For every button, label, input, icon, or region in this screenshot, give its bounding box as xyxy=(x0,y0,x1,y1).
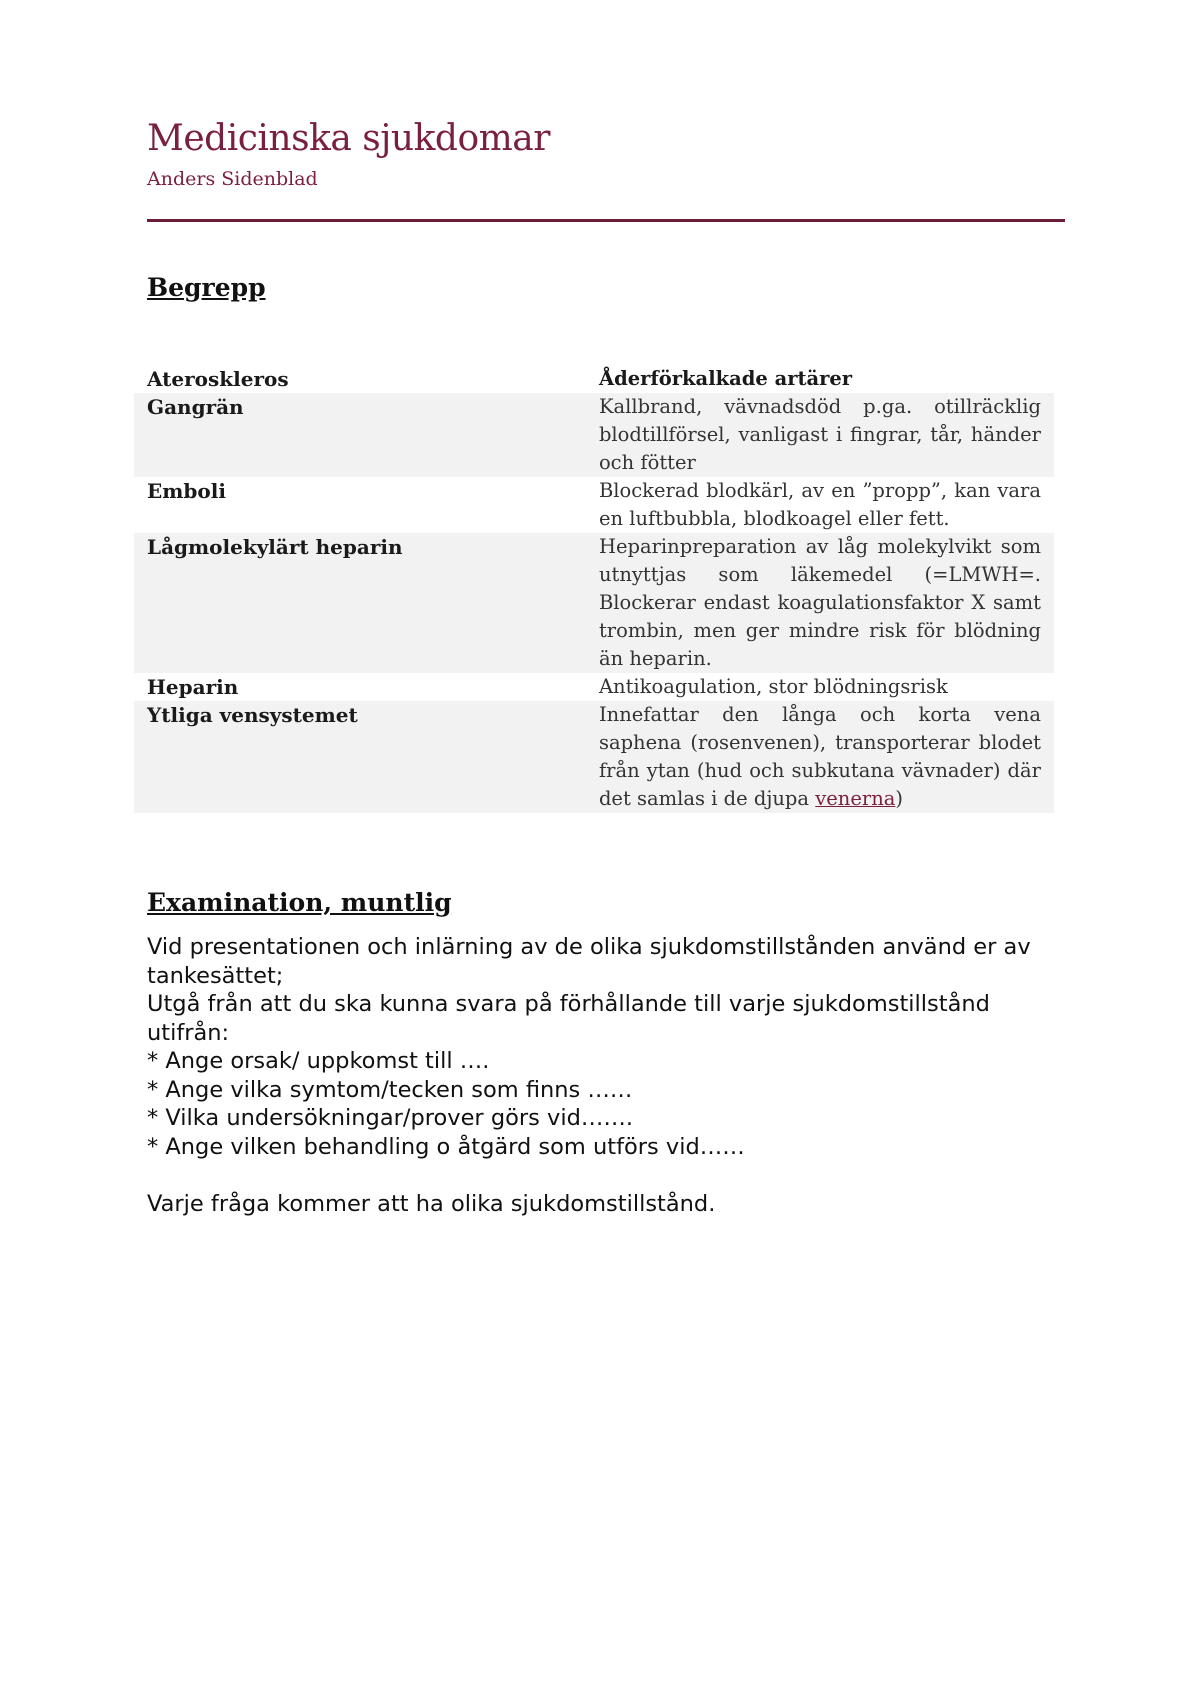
document-title: Medicinska sjukdomar xyxy=(147,118,550,159)
definition-text: ) xyxy=(895,787,904,810)
term-cell: Emboli xyxy=(147,479,226,503)
term-cell: Gangrän xyxy=(134,393,599,477)
definition-cell: Kallbrand, vävnadsdöd p.ga. otillräcklig blodtillförsel, vanligast i fingrar, tår, händer och fötter xyxy=(599,393,1054,477)
terms-table xyxy=(134,365,1054,813)
exam-instructions xyxy=(147,933,1077,1218)
venerna-link[interactable]: venerna xyxy=(815,787,896,810)
definition-cell: Heparinpreparation av låg molekylvikt som utnyttjas som läkemedel (=LMWH=. Blockerar endast koagulationsfaktor X samt trombin, men ger mindre risk för blödning än heparin. xyxy=(599,533,1054,673)
exam-line: * Ange orsak/ uppkomst till …. xyxy=(147,1048,490,1074)
term-cell: Ateroskleros xyxy=(147,367,289,391)
definition-text: Innefattar den långa och korta vena saphena (rosenvenen), transporterar blodet från ytan (hud och subkutana vävnader) där det samlas i de djupa xyxy=(598,703,1041,810)
exam-line: Utgå från att du ska kunna svara på förhållande till varje sjukdomstillstånd utifrån: xyxy=(147,991,990,1046)
title-divider xyxy=(147,219,1065,222)
definition-cell: Blockerad blodkärl, av en ”propp”, kan vara en luftbubbla, blodkoagel eller fett. xyxy=(598,479,1041,530)
exam-line: * Vilka undersökningar/prover görs vid……. xyxy=(147,1105,634,1131)
section-heading-exam: Examination, muntlig xyxy=(147,888,452,917)
paragraph-gap xyxy=(147,1161,1077,1190)
definition-cell: Åderförkalkade artärer xyxy=(598,367,853,390)
term-cell: Ytliga vensystemet xyxy=(134,701,599,813)
definition-cell xyxy=(599,701,1054,813)
table-row xyxy=(134,477,1054,533)
exam-line: * Ange vilken behandling o åtgärd som utförs vid…… xyxy=(147,1133,745,1160)
table-row xyxy=(134,365,1054,393)
table-row xyxy=(134,701,1054,813)
term-cell: Heparin xyxy=(147,675,239,699)
table-row xyxy=(134,533,1054,673)
table-row xyxy=(134,673,1054,701)
exam-line: * Ange vilka symtom/tecken som finns …… xyxy=(147,1076,633,1103)
term-cell: Lågmolekylärt heparin xyxy=(134,533,599,673)
definition-cell: Antikoagulation, stor blödningsrisk xyxy=(598,675,948,698)
document-author: Anders Sidenblad xyxy=(147,168,318,190)
section-heading-terms: Begrepp xyxy=(147,273,266,302)
table-row xyxy=(134,393,1054,477)
exam-closing: Varje fråga kommer att ha olika sjukdomstillstånd. xyxy=(147,1190,716,1217)
exam-line: Vid presentationen och inlärning av de olika sjukdomstillstånden använd er av tankesättet; xyxy=(147,934,1031,989)
